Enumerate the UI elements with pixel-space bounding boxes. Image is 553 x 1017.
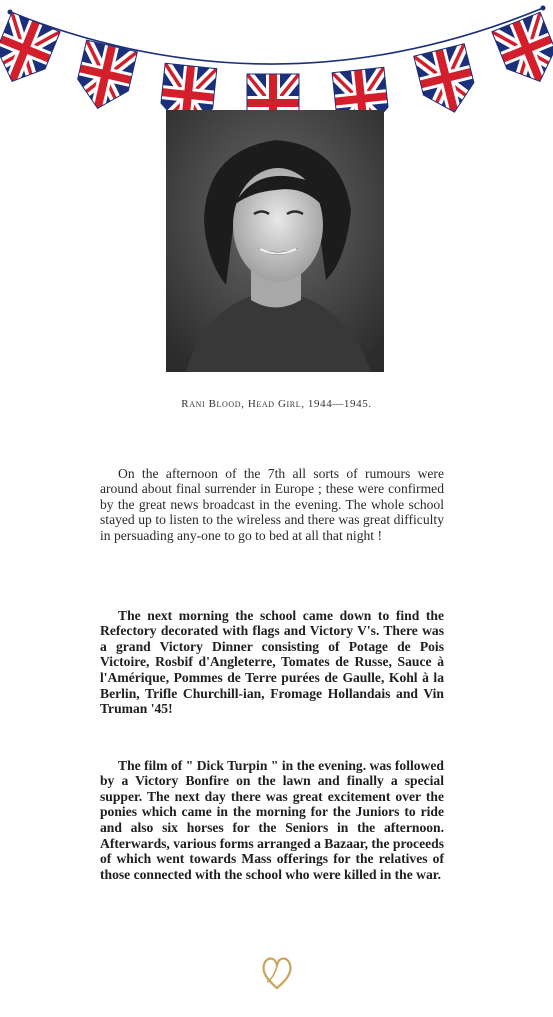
heart-emblem-icon bbox=[257, 952, 297, 992]
union-jack-flag-6 bbox=[414, 44, 480, 119]
paragraph-2: The next morning the school came down to find the Refectory decorated with flags and Victory V's. There was a grand Victory Dinner consisting of Potage de Pois Victoire, Rosbif d'Angleterre, Tomates de Russe, Sauce à l'Amérique, Pommes de Terre purées de Gaulle, Kohl à la Berlin, Trifle Churchill-ian, Fromage Hollandais and Vin Truman '45! bbox=[100, 607, 444, 717]
union-jack-flag-2 bbox=[72, 40, 137, 114]
union-jack-flag-1 bbox=[0, 12, 60, 91]
paragraph-3: The film of " Dick Turpin " in the evening. was followed by a Victory Bonfire on the lawn and finally a special supper. The next day there was great excitement over the ponies which came in the morning for the Juniors to ride and also six horses for the Seniors in the afternoon. Afterwards, various forms arranged a Bazaar, the proceeds of which went towards Mass offerings for the relatives of those connected with the school who were killed in the war. bbox=[100, 757, 444, 882]
portrait-photo bbox=[166, 110, 384, 372]
paragraph-1: On the afternoon of the 7th all sorts of rumours were around about final surrender in Europe ; these were confirmed by the great news broadcast in the evening. The whole school stayed up to listen to the wireless and there was great difficulty in persuading any-one to go to bed at all that night ! bbox=[100, 465, 444, 543]
photo-caption: Rani Blood, Head Girl, 1944—1945. bbox=[181, 398, 372, 410]
